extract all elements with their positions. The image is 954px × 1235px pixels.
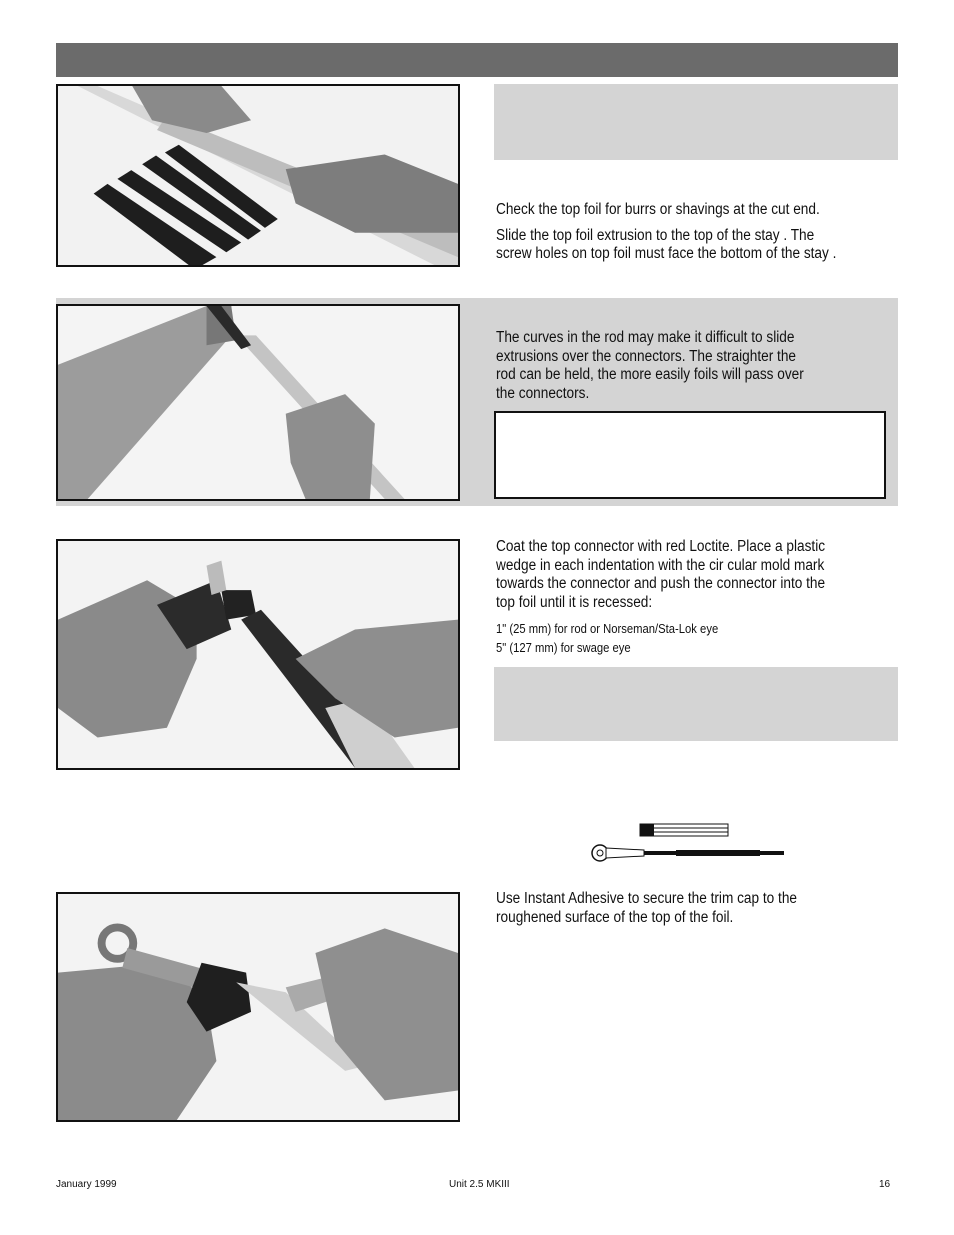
step3-line-2: wedge in each indentation with the cir cular mold mark	[496, 557, 825, 574]
step3-line-4: top foil until it is recessed:	[496, 594, 653, 611]
photo-coat-connector	[56, 539, 460, 770]
step2-line-1: The curves in the rod may make it difficult to slide	[496, 329, 795, 346]
photo-slide-top-foil	[56, 84, 460, 267]
step3-measurement-1: 1" (25 mm) for rod or Norseman/Sta-Lok eye	[496, 622, 719, 636]
step4-line-2: roughened surface of the top of the foil.	[496, 909, 734, 926]
rod-eye-illustration	[588, 820, 788, 866]
step4-line-1: Use Instant Adhesive to secure the trim cap to the	[496, 890, 798, 907]
step2-note-frame	[494, 411, 886, 499]
step1-line-3: screw holes on top foil must face the bottom of the stay .	[496, 245, 837, 262]
footer-unit: Unit 2.5 MKIII	[449, 1179, 510, 1190]
step2-line-2: extrusions over the connectors. The straighter the	[496, 348, 796, 365]
footer-page-number: 16	[879, 1179, 891, 1190]
rod-eye-diagram	[588, 820, 788, 866]
step2-line-3: rod can be held, the more easily foils will pass over	[496, 366, 804, 383]
step3-measurement-2: 5" (127 mm) for swage eye	[496, 641, 631, 655]
step3-line-1: Coat the top connector with red Loctite. Place a plastic	[496, 538, 826, 555]
step1-line-1: Check the top foil for burrs or shavings at the cut end.	[496, 201, 820, 218]
photo-straighten-rod	[56, 304, 460, 501]
step3-note-box	[494, 667, 898, 741]
footer-date: January 1999	[56, 1179, 117, 1190]
step3-line-3: towards the connector and push the connector into the	[496, 575, 826, 592]
step1-line-2: Slide the top foil extrusion to the top of the stay . The	[496, 227, 815, 244]
photo-trim-cap	[56, 892, 460, 1122]
step1-note-box	[494, 84, 898, 160]
step2-line-4: the connectors.	[496, 385, 590, 402]
header-bar	[56, 43, 898, 77]
